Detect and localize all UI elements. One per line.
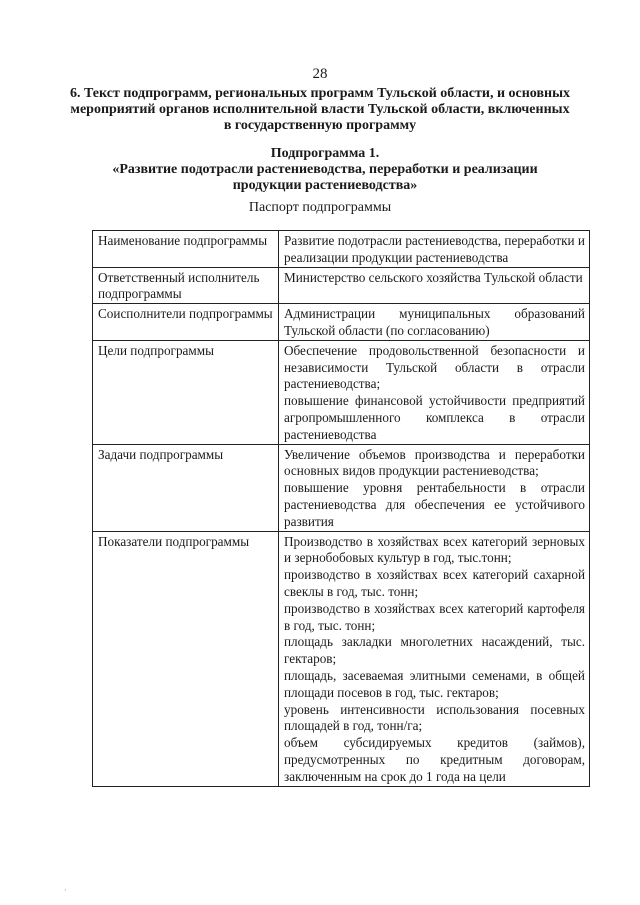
passport-row-label: Задачи подпрограммы <box>93 444 279 531</box>
section-title: 6. Текст подпрограмм, региональных программ Тульской области, и основных мероприятий органов исполнительной власти Тульской области, включенных в государственную программу <box>70 86 571 133</box>
passport-row <box>93 444 590 531</box>
passport-title: Паспорт подпрограммы <box>248 200 392 215</box>
passport-row-value <box>279 531 590 786</box>
passport-row-value <box>279 444 590 531</box>
passport-value-paragraph: повышение уровня рентабельности в отрасли растениеводства для обеспечения ее устойчивого развития <box>284 480 585 529</box>
passport-table <box>92 230 590 787</box>
passport-value-paragraph: объем субсидируемых кредитов (займов), предусмотренных по кредитным договорам, заключенным на срок до 1 года на цели <box>284 735 585 784</box>
passport-table-body <box>93 231 590 787</box>
passport-value-paragraph: Министерство сельского хозяйства Тульской области <box>284 269 583 285</box>
passport-row <box>93 231 590 268</box>
passport-value-paragraph: уровень интенсивности использования посевных площадей в год, тонн/га; <box>284 701 585 734</box>
passport-row-label: Цели подпрограммы <box>93 340 279 444</box>
passport-row-value <box>279 304 590 341</box>
subprogram-heading: Подпрограмма 1. <box>270 146 380 161</box>
page-number: 28 <box>312 66 328 82</box>
passport-value-paragraph: площадь, засеваемая элитными семенами, в общей площади посевов в год, тыс. гектаров; <box>284 667 585 700</box>
passport-row <box>93 304 590 341</box>
passport-value-paragraph: Увеличение объемов производства и переработки основных видов продукции растениеводства; <box>284 446 585 479</box>
passport-value-paragraph: производство в хозяйствах всех категорий картофеля в год, тыс. тонн; <box>284 600 585 633</box>
subprogram-name: «Развитие подотрасли растениеводства, переработки и реализации продукции растениеводства» <box>112 162 538 193</box>
passport-value-paragraph: Обеспечение продовольственной безопасности и независимости Тульской области в отрасли растениеводства; <box>284 342 585 392</box>
passport-row <box>93 267 590 304</box>
passport-row-value <box>279 340 590 444</box>
passport-value-paragraph: Производство в хозяйствах всех категорий зерновых и зернобобовых культур в год, тыс.тонн; <box>284 533 585 566</box>
passport-row-value <box>279 267 590 304</box>
passport-row <box>93 531 590 786</box>
passport-row-label: Соисполнители подпрограммы <box>93 304 279 341</box>
passport-row-value <box>279 231 590 268</box>
passport-row <box>93 340 590 444</box>
passport-value-paragraph: Администрации муниципальных образований Тульской области (по согласованию) <box>284 306 585 338</box>
passport-value-paragraph: Развитие подотрасли растениеводства, переработки и реализации продукции растениеводства <box>284 233 585 265</box>
scan-mark: · <box>64 886 67 895</box>
passport-row-label: Наименование подпрограммы <box>93 231 279 268</box>
passport-row-label: Показатели подпрограммы <box>93 531 279 786</box>
passport-value-paragraph: производство в хозяйствах всех категорий сахарной свеклы в год, тыс. тонн; <box>284 567 585 599</box>
passport-value-paragraph: площадь закладки многолетних насаждений, тыс. гектаров; <box>284 634 585 667</box>
subprogram-title <box>90 146 560 194</box>
passport-value-paragraph: повышение финансовой устойчивости предприятий агропромышленного комплекса в отрасли растениеводства <box>284 393 585 442</box>
passport-row-label: Ответственный исполнитель подпрограммы <box>93 267 279 304</box>
